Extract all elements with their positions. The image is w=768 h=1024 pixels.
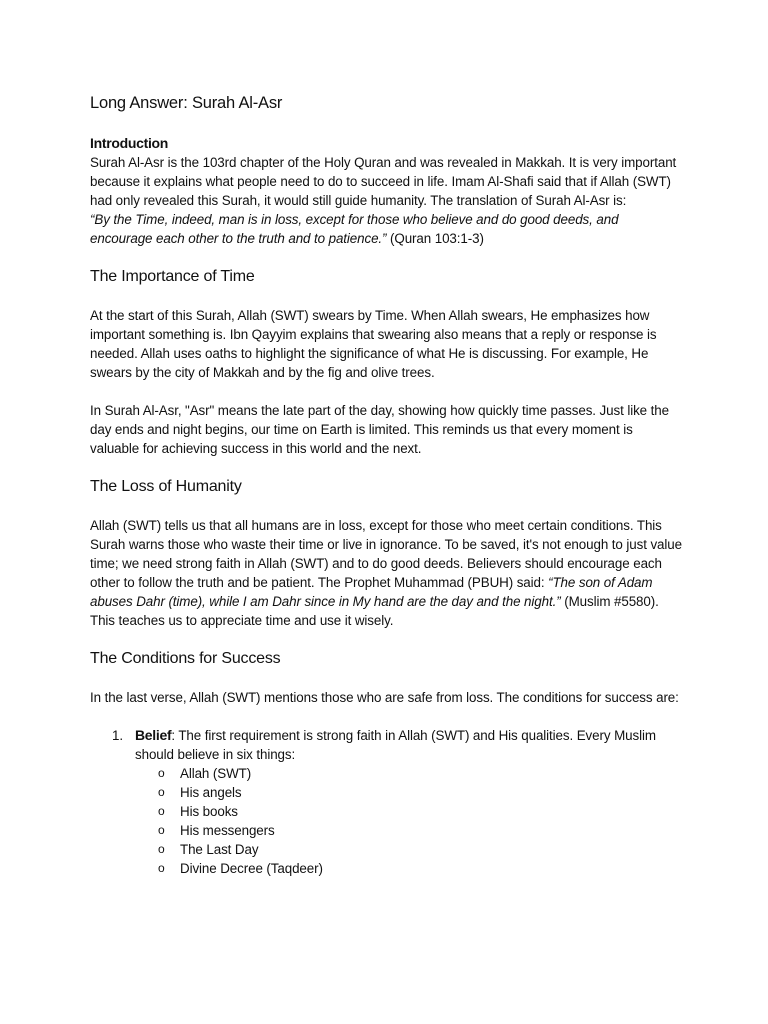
importance-of-time-heading: The Importance of Time [90,268,255,285]
belief-item-text: His books [180,804,238,819]
document-title: Long Answer: Surah Al-Asr [90,94,283,112]
section-importance-of-time [90,266,682,458]
introduction-heading: Introduction [90,135,169,151]
section-introduction [90,134,682,248]
importance-of-time-paragraph-1: At the start of this Surah, Allah (SWT) swears by Time. When Allah swears, He emphasizes how important something is. Ibn Qayyim explains that swearing also means that a reply or response is needed. Allah uses oaths to highlight the significance of what He is discussing. For example, He swears by the city of Makkah and by the fig and olive trees. [90,308,657,380]
loss-of-humanity-text: Allah (SWT) tells us that all humans are in loss, except for those who meet certain conditions. This Surah warns those who waste their time or live in ignorance. To be saved, it's not enough to just value time; we need strong faith in Allah (SWT) and to do good deeds. Believers should encourage each other to follow the truth and be patient. The Prophet Muhammad (PBUH) said: [90,518,682,590]
belief-item-text: The Last Day [180,842,259,857]
conditions-for-success-heading: The Conditions for Success [90,650,281,667]
list-item [135,802,682,821]
belief-label: Belief [135,727,172,743]
list-item [135,821,682,840]
section-loss-of-humanity [90,476,682,630]
hadith-citation: (Muslim #5580). This teaches us to appreciate time and use it wisely. [90,594,659,628]
six-beliefs-list [135,764,682,878]
conditions-intro-paragraph: In the last verse, Allah (SWT) mentions those who are safe from loss. The conditions for success are: [90,690,679,705]
quran-citation: (Quran 103:1-3) [386,231,484,246]
bullet-icon: o [158,804,165,818]
list-item [135,783,682,802]
introduction-text: Surah Al-Asr is the 103rd chapter of the Holy Quran and was revealed in Makkah. It is very important because it explains what people need to do to succeed in life. Imam Al-Shafi said that if Allah (SWT) had only revealed this Surah, it would still guide humanity. The translation of Surah Al-Asr is: [90,155,677,208]
loss-of-humanity-heading: The Loss of Humanity [90,478,242,495]
document-body [90,92,682,878]
surah-translation-quote: “By the Time, indeed, man is in loss, except for those who believe and do good deeds, and encourage each other to the truth and to patience.” [90,212,619,246]
belief-item-text: His angels [180,785,242,800]
belief-item-text: Divine Decree (Taqdeer) [180,861,323,876]
belief-item-text: Allah (SWT) [180,766,252,781]
belief-item-text: His messengers [180,823,275,838]
hadith-quote: “The son of Adam abuses Dahr (time), while I am Dahr since in My hand are the day and the night.” [90,575,653,609]
belief-text: : The first requirement is strong faith in Allah (SWT) and His qualities. Every Muslim should believe in six things: [135,728,656,762]
bullet-icon: o [158,861,165,875]
importance-of-time-paragraph-2: In Surah Al-Asr, "Asr" means the late part of the day, showing how quickly time passes. Just like the day ends and night begins, our time on Earth is limited. This reminds us that every moment is valuable for achieving success in this world and the next. [90,403,669,456]
section-conditions-for-success [90,648,682,878]
conditions-list [90,726,682,878]
bullet-icon: o [158,823,165,837]
list-item [135,840,682,859]
list-item [135,859,682,878]
condition-item-belief [90,726,682,878]
bullet-icon: o [158,842,165,856]
loss-of-humanity-paragraph [90,516,682,630]
list-number: 1. [112,728,123,743]
list-item [135,764,682,783]
introduction-paragraph [90,153,682,248]
bullet-icon: o [158,785,165,799]
bullet-icon: o [158,766,165,780]
